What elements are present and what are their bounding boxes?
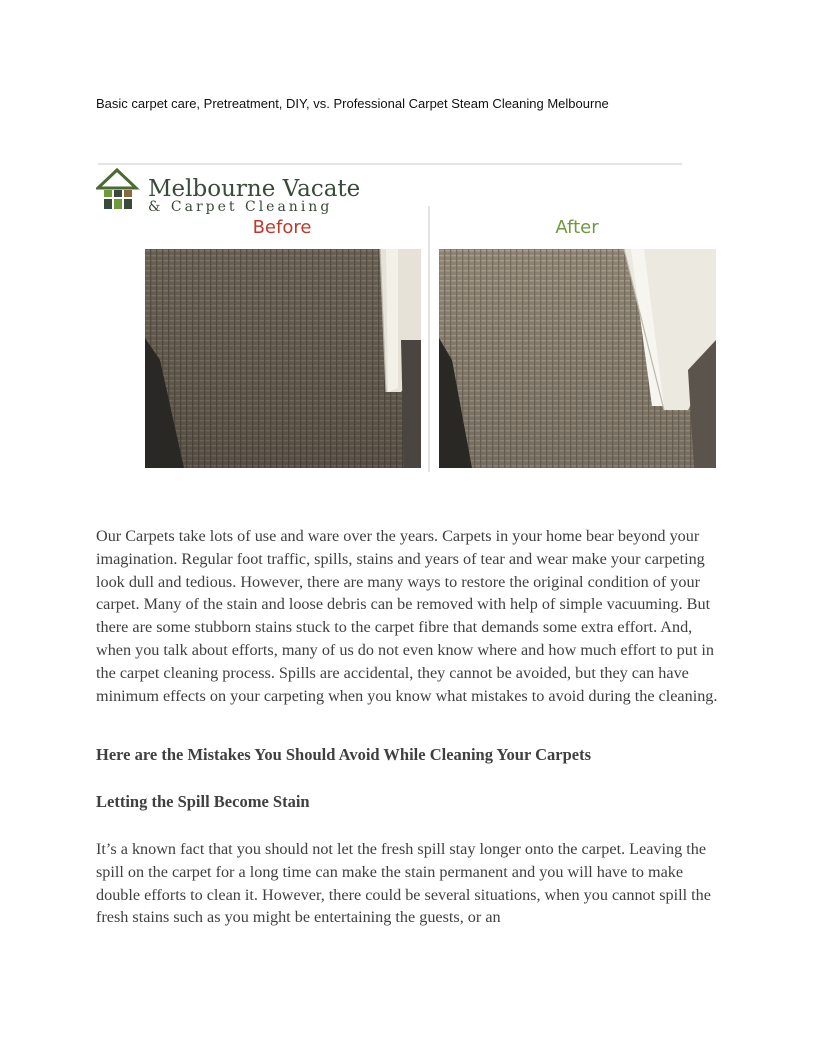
document-title: Basic carpet care, Pretreatment, DIY, vs. Professional Carpet Steam Cleaning Melbourne [96,96,609,111]
paragraph-spill: It’s a known fact that you should not let the fresh spill stay longer onto the carpet. Leaving the spill on the carpet for a long time can make the stain permanent and you will have to make double efforts to clean it. However, there could be several situations, when you cannot spill the fresh stains such as you might be entertaining the guests, or an [96,840,711,927]
after-photo [439,249,716,468]
logo-text-primary: Melbourne Vacate [148,176,361,202]
before-after-image [96,160,720,476]
intro-paragraph: Our Carpets take lots of use and ware over the years. Carpets in your home bear beyond your imagination. Regular foot traffic, spills, stains and years of tear and wear make your carpeting look dull and tedious. However, there are many ways to restore the original condition of your carpet. Many of the stain and loose debris can be removed with help of simple vacuuming. But there are some stubborn stains stuck to the carpet fibre that demands some extra effort. And, when you talk about efforts, many of us do not even know where and how much effort to put in the carpet cleaning process. Spills are accidental, they cannot be avoided, but they can have minimum effects on your carpeting when you know what mistakes to avoid during the cleaning. [96,527,718,705]
after-label: After [555,217,599,238]
before-photo [145,249,421,468]
section-heading: Here are the Mistakes You Should Avoid While Cleaning Your Carpets [96,745,592,764]
before-label: Before [252,217,312,238]
logo-text-secondary: & Carpet Cleaning [148,199,333,215]
logo-icon [98,170,136,209]
subheading-spill-stain: Letting the Spill Become Stain [96,792,310,811]
